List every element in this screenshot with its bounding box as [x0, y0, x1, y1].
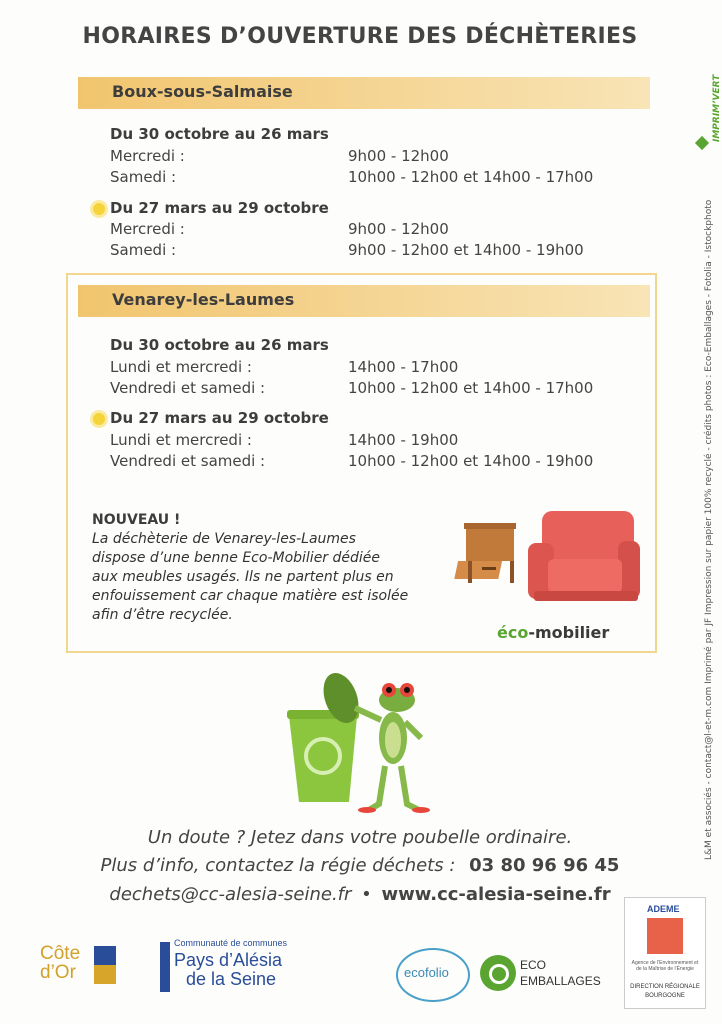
hours-value: 10h00 - 12h00 et 14h00 - 19h00	[348, 452, 594, 470]
sun-icon	[93, 413, 105, 425]
furniture-image	[460, 505, 640, 615]
day-label: Mercredi :	[110, 220, 185, 238]
cc-alesia-logo	[160, 938, 315, 998]
footer-contact-text: Plus d’info, contactez la régie déchets :	[100, 855, 456, 876]
footer-line-2	[0, 855, 720, 876]
nouveau-line: aux meubles usagés. Ils ne partent plus en	[92, 569, 394, 585]
eco-emballages-line1: ECO	[520, 958, 547, 972]
day-label: Vendredi et samedi :	[110, 379, 266, 397]
hours-value: 9h00 - 12h00	[348, 147, 449, 165]
cc-line2: de la Seine	[186, 969, 277, 989]
website-link[interactable]: www.cc-alesia-seine.fr	[381, 884, 611, 905]
cote-dor-logo	[40, 944, 122, 994]
section-title: Venarey-les-Laumes	[112, 290, 295, 309]
period-label: Du 27 mars au 29 octobre	[110, 199, 329, 217]
nouveau-line: afin d’être recyclée.	[92, 607, 233, 623]
nouveau-text	[92, 530, 452, 625]
hours-value: 14h00 - 19h00	[348, 431, 459, 449]
eco-mobilier-eco: éco	[497, 623, 529, 642]
hours-value: 10h00 - 12h00 et 14h00 - 17h00	[348, 168, 594, 186]
cc-figure-icon	[160, 942, 170, 992]
cote-dor-flag-icon	[94, 946, 116, 984]
sun-icon	[93, 203, 105, 215]
footer-line-3	[0, 884, 720, 905]
day-label: Samedi :	[110, 241, 177, 259]
day-label: Vendredi et samedi :	[110, 452, 266, 470]
ademe-region: BOURGOGNE	[645, 993, 685, 999]
hours-value: 10h00 - 12h00 et 14h00 - 17h00	[348, 379, 594, 397]
nouveau-line: enfouissement car chaque matière est isolée	[92, 588, 409, 604]
period-label: Du 30 octobre au 26 mars	[110, 125, 329, 143]
section-title: Boux-sous-Salmaise	[112, 82, 293, 101]
ademe-direction: DIRECTION RÉGIONALE	[630, 984, 700, 990]
ademe-title: ADEME	[647, 904, 680, 914]
ecofolio-logo	[396, 948, 470, 1002]
phone-number: 03 80 96 96 45	[469, 855, 620, 876]
period-label: Du 27 mars au 29 octobre	[110, 409, 329, 427]
nouveau-line: La déchèterie de Venarey-les-Laumes	[92, 531, 356, 547]
eco-mobilier-rest: -mobilier	[528, 623, 610, 642]
ademe-logo	[624, 897, 706, 1009]
hours-value: 9h00 - 12h00 et 14h00 - 19h00	[348, 241, 584, 259]
separator: •	[361, 884, 372, 905]
section-header-venarey	[78, 285, 650, 317]
day-label: Lundi et mercredi :	[110, 358, 252, 376]
ademe-emblem-icon	[647, 918, 683, 954]
cote-dor-line2: d’Or	[40, 962, 76, 983]
ademe-subtitle: Agence de l’Environnement et de la Maîtrise de l’Énergie	[631, 960, 699, 972]
footer-line-1: Un doute ? Jetez dans votre poubelle ordinaire.	[147, 827, 573, 848]
day-label: Lundi et mercredi :	[110, 431, 252, 449]
section-header-boux	[78, 77, 650, 109]
hours-value: 9h00 - 12h00	[348, 220, 449, 238]
eco-emballages-line2: EMBALLAGES	[520, 974, 601, 988]
cc-small-text: Communauté de communes	[174, 938, 288, 948]
period-label: Du 30 octobre au 26 mars	[110, 336, 329, 354]
ecofolio-text: ecofolio	[404, 965, 449, 980]
imprim-vert-label: IMPRIM’VERT	[712, 74, 722, 142]
day-label: Mercredi :	[110, 147, 185, 165]
email-link[interactable]: dechets@cc-alesia-seine.fr	[109, 884, 352, 905]
cote-dor-line1: Côte	[40, 943, 81, 964]
nouveau-line: dispose d’une benne Eco-Mobilier dédiée	[92, 550, 381, 566]
frog-bin-image	[285, 668, 445, 818]
hours-value: 14h00 - 17h00	[348, 358, 459, 376]
page-title: HORAIRES D’OUVERTURE DES DÉCHÈTERIES	[82, 24, 638, 49]
side-credit: L&M et associés - contact@l-et-m.com Imprimé par JF Impression sur papier 100% recyclé - crédits photos : Eco-Emballages - Fotolia - Istockphoto	[704, 199, 714, 860]
cc-line1: Pays d’Alésia	[174, 950, 283, 970]
recycle-icon	[480, 955, 516, 991]
day-label: Samedi :	[110, 168, 177, 186]
leaf-icon	[695, 136, 709, 150]
nouveau-heading: NOUVEAU !	[92, 512, 181, 528]
eco-mobilier-logo	[497, 623, 609, 642]
